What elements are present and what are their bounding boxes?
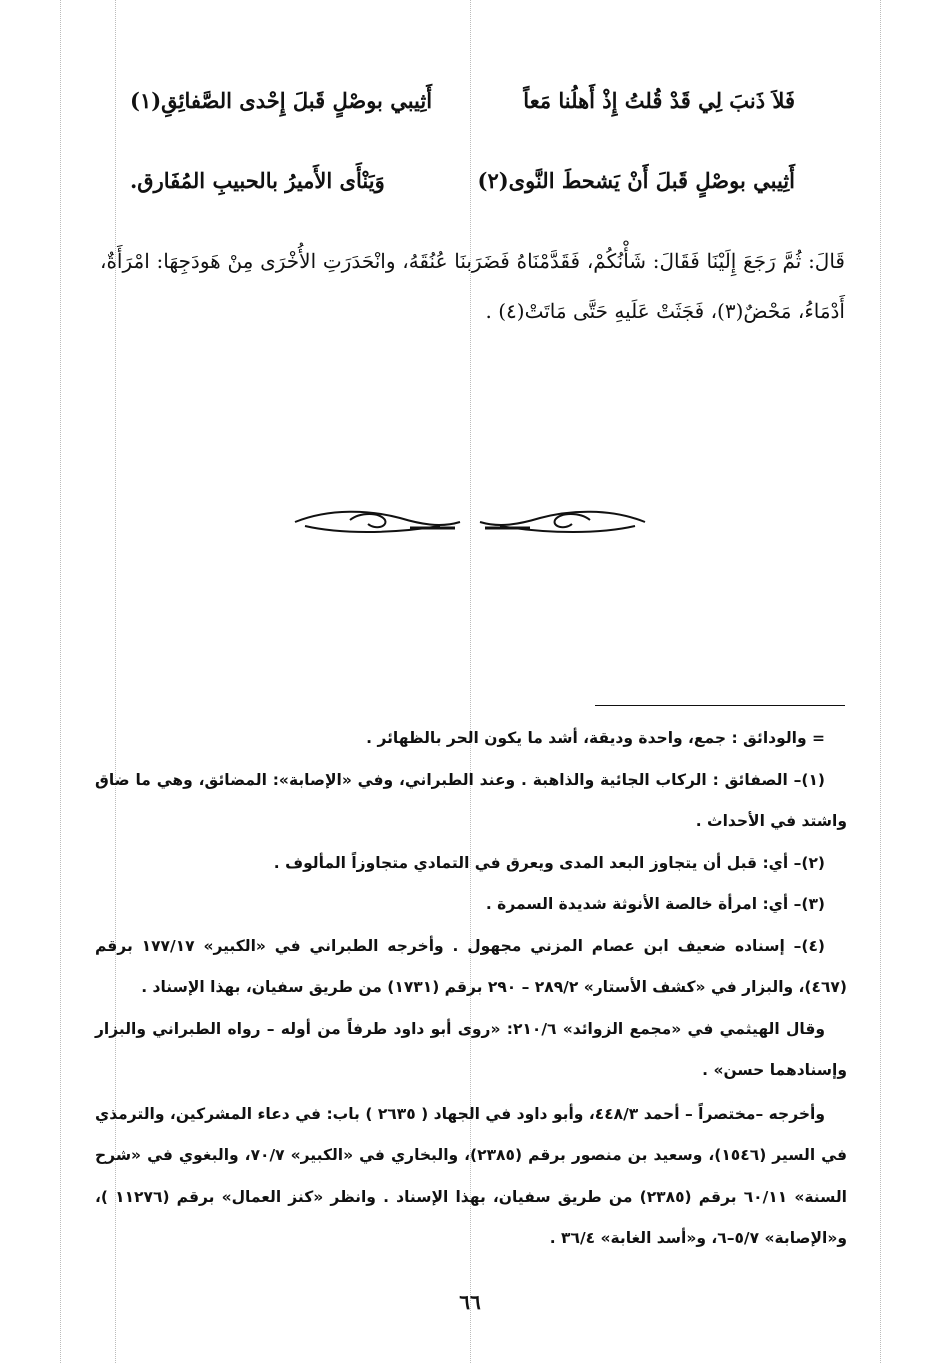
footnote-3: (٣)– أي: امرأة خالصة الأنوثة شديدة السمرة . <box>485 895 825 913</box>
verse-second-hemistich: وَيَنْأَى الأَميرُ بالحبيبِ المُفَارق. <box>130 168 385 193</box>
footnote-4-references: وأخرجه –مختصراً – أحمد ٤٤٨/٣، وأبو داود في الجهاد ( ٢٦٣٥ ) باب: في دعاء المشركين، والترمذي في السير (١٥٤٦)، وسعيد بن منصور برقم (٢٣٨٥)، والبخاري في «الكبير» ٧٠/٧، والبغوي في «شرح السنة» ٦٠/١١ برقم (٢٣٨٥) من طريق سفيان، بهذا الإسناد . وانظر «كنز العمال» برقم (١١٢٧٦ )، و«الإصابة» ٥/٧–٦، و«أسد الغابة» ٣٦/٤ . <box>95 1104 847 1247</box>
verse-first-hemistich: أَثِيبي بوصْلٍ قَبلَ أَنْ يَشحطَ النَّوى(٢) <box>477 168 795 193</box>
body-paragraph: قَالَ: ثُمَّ رَجَعَ إِلَيْنَا فَقَالَ: شَأْنُكُمْ، فَقَدَّمْنَاهُ فَضَرَبنَا عُنُقَهُ، وانْحَدَرَتِ الأُخْرَى مِنْ هَودَجِهَا: امْرَأَةٌ، أَدْمَاءُ، مَحْضٌ(٣)، فَجَثَتْ عَلَيهِ حَتَّى مَاتَتْ(٤) . <box>100 249 845 323</box>
footnote-continued: = والودائق : جمع، واحدة وديقة، أشد ما يكون الحر بالظهائر . <box>366 729 825 747</box>
page-number: ٦٦ <box>459 1290 481 1314</box>
verse-first-hemistich: فَلاَ ذَنبَ لِي قَدْ قُلتُ إِذْ أَهلُنا مَعاً <box>523 88 795 113</box>
footnote-separator <box>595 705 845 706</box>
ornament-divider <box>290 500 650 540</box>
footnote-2: (٢)– أي: قبل أن يتجاوز البعد المدى ويعرق في التمادي متجاوزاً المألوف . <box>273 853 825 872</box>
footnote-1: (١)– الصفائق : الركاب الجائية والذاهبة . وعند الطبراني، وفي «الإصابة»: المضائق، وهي ما ضاق واشتد في الأحداث . <box>95 770 847 830</box>
scan-artifact-line <box>880 0 881 1363</box>
verse-second-hemistich: أَثِيبي بوصْلٍ قَبلَ إِحْدى الصَّفائِقِ(١) <box>130 88 433 113</box>
footnotes <box>95 718 847 1260</box>
footnote-4-continued: وقال الهيثمي في «مجمع الزوائد» ٢١٠/٦: «روى أبو داود طرفاً من أوله – رواه الطبراني والبزار وإسنادهما حسن» . <box>95 1019 847 1079</box>
scan-artifact-line <box>60 0 61 1363</box>
footnote-4: (٤)– إسناده ضعيف ابن عصام المزني مجهول . وأخرجه الطبراني في «الكبير» ١٧٧/١٧ برقم (٤٦٧)، والبزار في «كشف الأستار» ٢٨٩/٢ – ٢٩٠ برقم (١٧٣١) من طريق سفيان، بهذا الإسناد . <box>95 936 847 996</box>
